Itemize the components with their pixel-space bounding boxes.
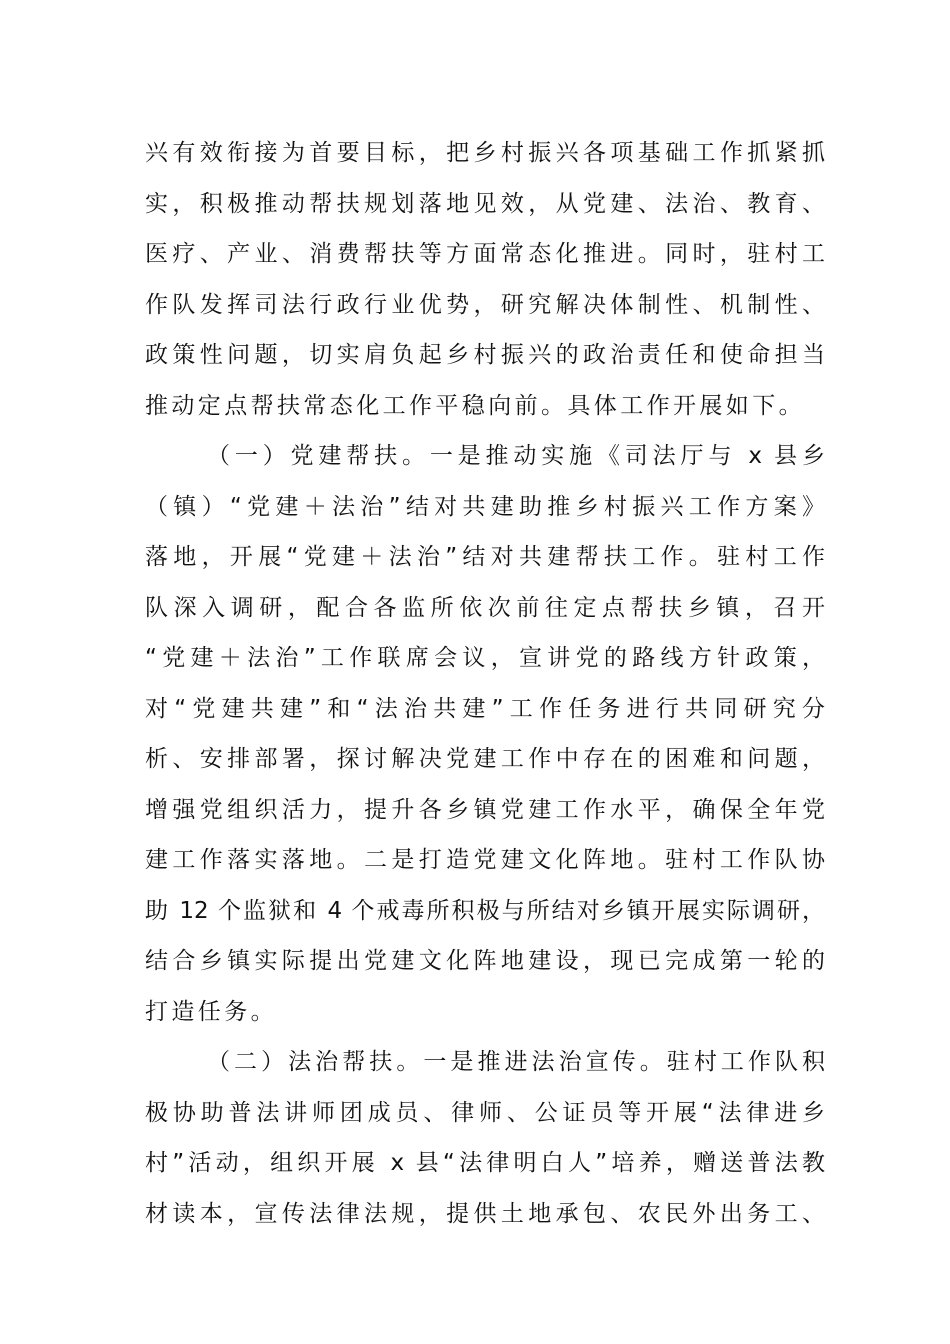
section-heading-line: （二）法治帮扶。一是推进法治宣传。驻村工作队积 — [207, 1049, 825, 1075]
text-line: 打造任务。 — [145, 998, 277, 1025]
text-line: 医疗、产业、消费帮扶等方面常态化推进。同时，驻村工 — [145, 241, 825, 267]
text-line: “党建＋法治”工作联席会议，宣讲党的路线方针政策， — [145, 645, 825, 671]
body-text — [145, 128, 825, 1239]
text-line: 建工作落实落地。二是打造党建文化阵地。驻村工作队协 — [145, 847, 825, 873]
text-line: 实，积极推动帮扶规划落地见效，从党建、法治、教育、 — [145, 190, 825, 217]
text-line: 极协助普法讲师团成员、律师、公证员等开展“法律进乡 — [145, 1099, 825, 1126]
text-line: 结合乡镇实际提出党建文化阵地建设，现已完成第一轮的 — [145, 948, 825, 974]
text-line: 兴有效衔接为首要目标，把乡村振兴各项基础工作抓紧抓 — [145, 140, 825, 166]
text-line: （镇）“党建＋法治”结对共建助推乡村振兴工作方案》 — [145, 493, 825, 520]
text-line: 政策性问题，切实肩负起乡村振兴的政治责任和使命担当 — [145, 342, 825, 368]
text-line: 落地，开展“党建＋法治”结对共建帮扶工作。驻村工作 — [145, 544, 825, 570]
text-line: 队深入调研，配合各监所依次前往定点帮扶乡镇，召开 — [145, 594, 825, 621]
text-line: 析、安排部署，探讨解决党建工作中存在的困难和问题， — [145, 746, 825, 772]
text-line: 助 12 个监狱和 4 个戒毒所积极与所结对乡镇开展实际调研， — [145, 897, 825, 924]
text-line: 作队发挥司法行政行业优势，研究解决体制性、机制性、 — [145, 291, 825, 318]
text-line: 推动定点帮扶常态化工作平稳向前。具体工作开展如下。 — [145, 392, 805, 419]
text-line: 对“党建共建”和“法治共建”工作任务进行共同研究分 — [145, 695, 825, 722]
section-heading-line: （一）党建帮扶。一是推动实施《司法厅与 x 县乡 — [207, 443, 825, 469]
text-line: 材读本，宣传法律法规，提供土地承包、农民外出务工、 — [145, 1200, 825, 1227]
text-line: 增强党组织活力，提升各乡镇党建工作水平，确保全年党 — [145, 796, 825, 823]
text-line: 村”活动，组织开展 x 县“法律明白人”培养，赠送普法教 — [145, 1150, 825, 1176]
